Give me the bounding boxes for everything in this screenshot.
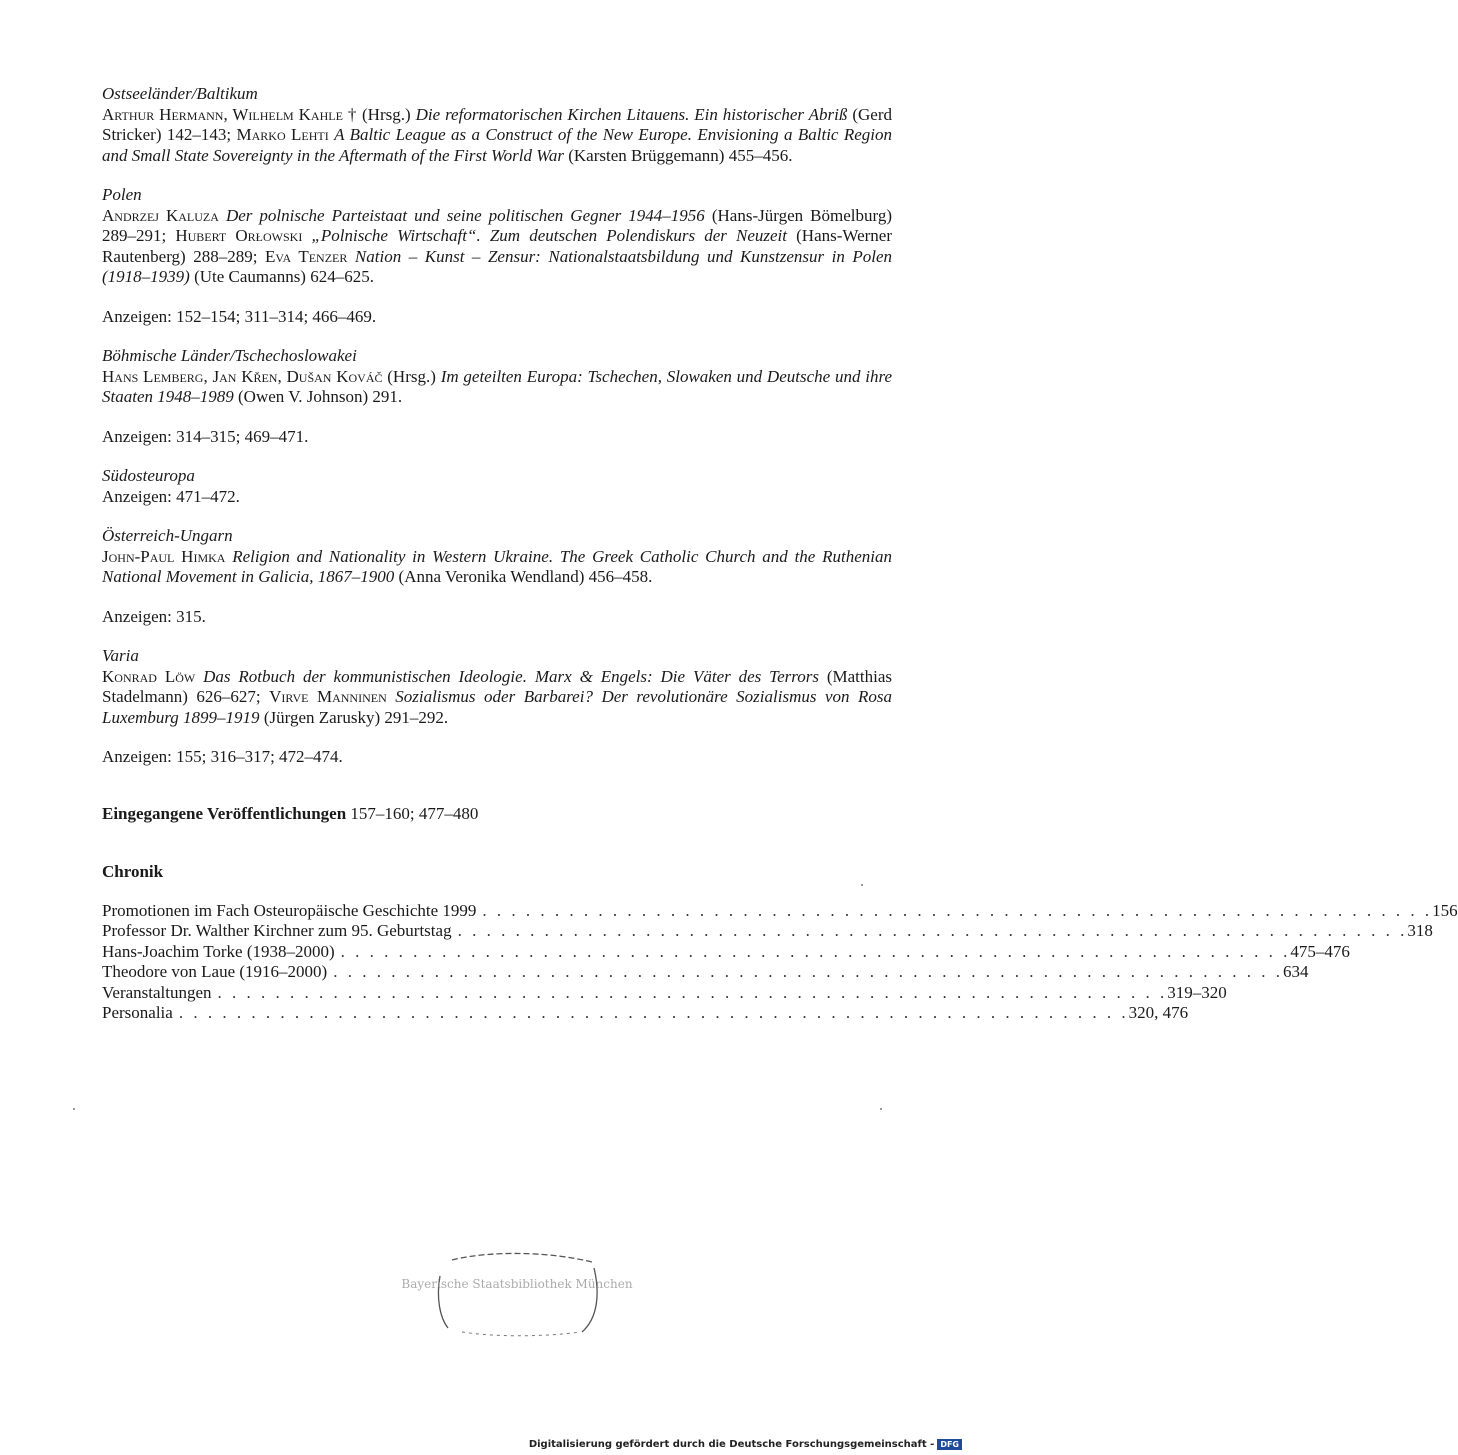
section-title: Böhmische Länder/Tschechoslowakei xyxy=(102,346,357,365)
section-entries xyxy=(102,367,892,408)
dot-leader: . . . . . . . . . . . . . . . . . . . . . . . . . . . . . . . . . . . . . . . . . . . . . . . . . . . . . . . . . . . . . . . . . . xyxy=(333,962,1283,981)
review-info: (Hans-Werner Rautenberg) 288–289; xyxy=(102,226,892,266)
editor-note: † (Hrsg.) xyxy=(342,104,416,124)
chronik-heading: Chronik xyxy=(102,862,164,881)
chronik-list xyxy=(102,900,1458,1024)
section-polen xyxy=(102,185,892,288)
list-item xyxy=(102,921,1433,942)
digitization-footer xyxy=(529,1439,962,1450)
list-item xyxy=(102,962,1309,983)
section-title: Polen xyxy=(102,185,142,204)
chronik-item-page: 156 xyxy=(1432,900,1458,920)
section-entries xyxy=(102,667,892,729)
section-boehmen xyxy=(102,346,892,408)
anzeigen-boehmen: Anzeigen: 314–315; 469–471. xyxy=(102,426,309,446)
review-info: (Anna Veronika Wendland) 456–458. xyxy=(394,567,653,586)
stamp-text: Bayerische Staatsbibliothek München xyxy=(401,1277,633,1291)
footer-text: Digitalisierung gefördert durch die Deutsche Forschungsgemeinschaft - xyxy=(528,1439,935,1450)
author: Arthur Hermann, Wilhelm Kahle xyxy=(102,104,343,124)
chronik-item-label: Professor Dr. Walther Kirchner zum 95. Geburtstag xyxy=(102,921,452,940)
eingegangene-pages: 157–160; 477–480 xyxy=(346,803,479,823)
section-entries xyxy=(102,206,892,288)
book-title: Nation – Kunst – Zensur: Nationalstaatsbildung und Kunstzensur in Polen (1918–1939) xyxy=(102,246,892,286)
chronik-item-page: 320, 476 xyxy=(1128,1003,1189,1022)
book-title: A Baltic League as a Construct of the New Europe. Envisioning a Baltic Region and Small State Sovereignty in the Aftermath of the First World War xyxy=(102,125,893,165)
review-info: (Karsten Brüggemann) 455–456. xyxy=(563,145,793,165)
author: Eva Tenzer xyxy=(264,246,348,266)
review-info: (Owen V. Johnson) 291. xyxy=(233,387,403,406)
review-info: (Ute Caumanns) 624–625. xyxy=(189,267,374,286)
chronik-item-page: 634 xyxy=(1282,962,1309,981)
author: Virve Manninen xyxy=(269,687,387,706)
anzeigen-suedosteuropa: Anzeigen: 471–472. xyxy=(102,486,240,506)
scan-speck xyxy=(861,884,863,886)
eingegangene-line xyxy=(102,804,892,825)
review-info: (Jürgen Zarusky) 291–292. xyxy=(259,707,449,727)
author: Konrad Löw xyxy=(102,666,196,686)
chronik-item-label: Veranstaltungen xyxy=(102,982,212,1002)
dot-leader: . . . . . . . . . . . . . . . . . . . . . . . . . . . . . . . . . . . . . . . . . . . . . . . . . . . . . . . . . . . . . . . . . . xyxy=(217,982,1168,1002)
section-entries xyxy=(102,105,892,167)
anzeigen-varia: Anzeigen: 155; 316–317; 472–474. xyxy=(102,747,343,766)
eingegangene-label: Eingegangene Veröffentlichungen xyxy=(102,803,347,823)
author: Hans Lemberg, Jan Křen, Dušan Kováč xyxy=(102,366,383,386)
list-item xyxy=(102,900,1458,922)
section-title: Südosteuropa xyxy=(102,466,195,485)
review-info: (Gerd Stricker) 142–143; xyxy=(102,104,892,144)
list-item xyxy=(102,941,1350,963)
book-title: Im geteilten Europa: Tschechen, Slowaken und Deutsche und ihre Staaten 1948–1989 xyxy=(102,366,892,406)
review-info: (Hans-Jürgen Bömelburg) 289–291; xyxy=(102,205,892,245)
book-title: Die reformatorischen Kirchen Litauens. Ein historischer Abriß xyxy=(415,104,848,124)
book-title: Religion and Nationality in Western Ukraine. The Greek Catholic Church and the Ruthenian National Movement in Galicia, 1867–1900 xyxy=(102,546,892,586)
editor-note: (Hrsg.) xyxy=(382,366,441,386)
book-title: Der polnische Parteistaat und seine politischen Gegner 1944–1956 xyxy=(225,205,705,225)
list-item xyxy=(102,1003,1189,1024)
dot-leader: . . . . . . . . . . . . . . . . . . . . . . . . . . . . . . . . . . . . . . . . . . . . . . . . . . . . . . . . . . . . . . . . . . xyxy=(457,921,1408,940)
author: Hubert Orłowski xyxy=(175,226,303,245)
author: Marko Lehti xyxy=(236,125,329,144)
dot-leader: . . . . . . . . . . . . . . . . . . . . . . . . . . . . . . . . . . . . . . . . . . . . . . . . . . . . . . . . . . . . . . . . . . xyxy=(340,941,1291,961)
section-title: Ostseeländer/Baltikum xyxy=(102,84,258,103)
dot-leader: . . . . . . . . . . . . . . . . . . . . . . . . . . . . . . . . . . . . . . . . . . . . . . . . . . . . . . . . . . . . . . . . . . xyxy=(482,900,1433,920)
chronik-item-label: Hans-Joachim Torke (1938–2000) xyxy=(102,941,335,961)
section-varia xyxy=(102,646,892,728)
book-title: Sozialismus oder Barbarei? Der revolutionäre Sozialismus von Rosa Luxemburg 1899–1919 xyxy=(102,687,893,727)
section-entries xyxy=(102,547,892,588)
chronik-item-label: Personalia xyxy=(102,1003,173,1022)
scan-speck xyxy=(880,1108,882,1110)
section-title: Österreich-Ungarn xyxy=(102,526,233,545)
chronik-item-page: 319–320 xyxy=(1167,982,1227,1002)
library-stamp xyxy=(401,1248,633,1336)
section-baltikum xyxy=(102,84,892,166)
chronik-item-page: 318 xyxy=(1407,921,1433,940)
chronik-item-page: 475–476 xyxy=(1290,941,1350,961)
index-content xyxy=(102,84,1458,1024)
book-title: Das Rotbuch der kommunistischen Ideologie. Marx & Engels: Die Väter des Terrors xyxy=(203,666,819,686)
chronik-item-label: Promotionen im Fach Osteuropäische Geschichte 1999 xyxy=(102,900,477,920)
anzeigen-polen: Anzeigen: 152–154; 311–314; 466–469. xyxy=(102,306,377,326)
review-info: (Matthias Stadelmann) 626–627; xyxy=(102,666,893,706)
dfg-logo: DFG xyxy=(937,1439,962,1450)
author: John-Paul Himka xyxy=(102,546,226,566)
section-oesterreich xyxy=(102,526,892,588)
anzeigen-oesterreich: Anzeigen: 315. xyxy=(102,606,206,626)
book-title: „Polnische Wirtschaft“. Zum deutschen Polendiskurs der Neuzeit xyxy=(311,226,787,245)
scan-speck xyxy=(73,1108,75,1110)
chronik-item-label: Theodore von Laue (1916–2000) xyxy=(102,962,328,981)
section-suedosteuropa xyxy=(102,466,892,507)
author: Andrzej Kaluza xyxy=(102,205,219,225)
dot-leader: . . . . . . . . . . . . . . . . . . . . . . . . . . . . . . . . . . . . . . . . . . . . . . . . . . . . . . . . . . . . . . . . . . xyxy=(178,1003,1129,1022)
section-title: Varia xyxy=(102,646,139,665)
list-item xyxy=(102,982,1227,1004)
